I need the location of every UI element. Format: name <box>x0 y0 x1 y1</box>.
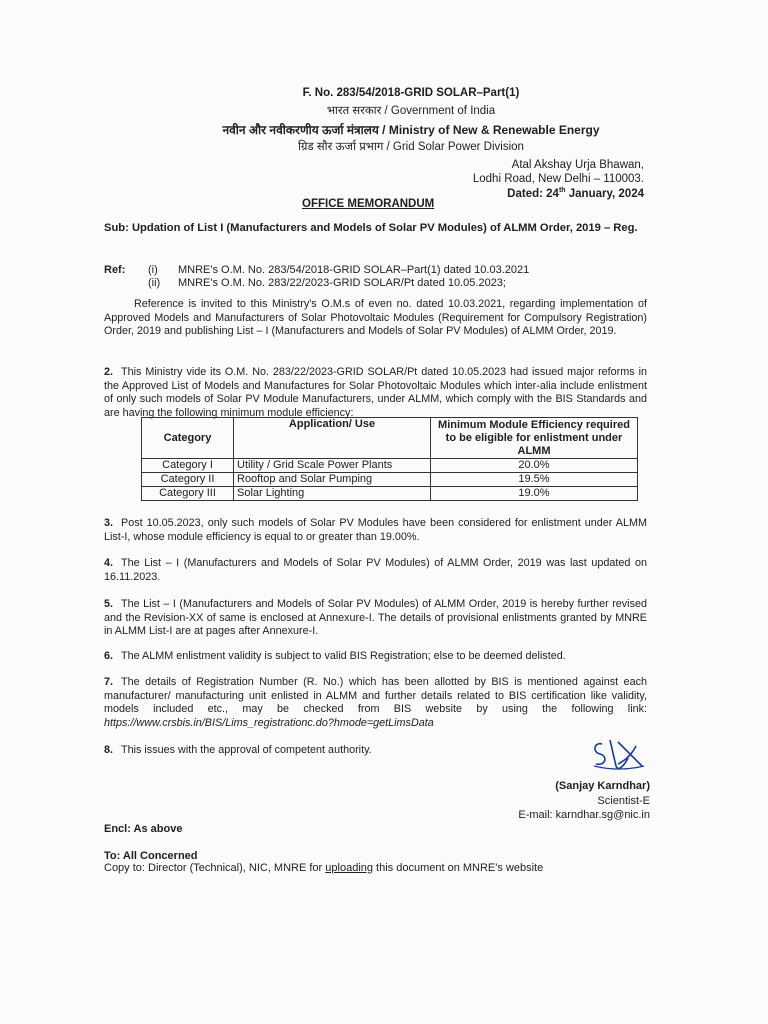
reference-label: Ref: <box>104 264 126 276</box>
intro-paragraph: Reference is invited to this Ministry's O.M.s of even no. dated 10.03.2021, regarding implementation of Approved Models and Manufacturers of Solar Photovoltaic Modules (Requirement for Compulsory Registration) Order, 2019 and publishing List – I (Manufacturers and Models of Solar PV Modules) of ALMM Order, 2019. <box>104 298 647 337</box>
paragraph-number: 7. <box>104 676 114 688</box>
cell-efficiency: 19.0% <box>431 487 638 501</box>
date-line <box>507 184 644 201</box>
paragraph-5 <box>104 598 647 639</box>
signatory-email: E-mail: karndhar.sg@nic.in <box>518 809 650 821</box>
paragraph-text: This Ministry vide its O.M. No. 283/22/2023-GRID SOLAR/Pt dated 10.05.2023 had issued major reforms in the Approved List of Models and Manufactures for Solar Photovoltaic Modules which inter-alia include enlistment of only such models of Solar PV Module Manufacturers, under ALMM, which comply with the BIS Standards and are having the following minimum module efficiency: <box>104 366 647 419</box>
reference-text: MNRE's O.M. No. 283/54/2018-GRID SOLAR–Part(1) dated 10.03.2021 <box>178 264 530 276</box>
date-superscript: th <box>558 187 566 194</box>
paragraph-number: 8. <box>104 744 114 756</box>
division-line: ग्रिड सौर ऊर्जा प्रभाग / Grid Solar Power Division <box>298 141 524 153</box>
paragraph-text: The ALMM enlistment validity is subject to valid BIS Registration; else to be deemed delisted. <box>121 650 566 662</box>
paragraph-text: The details of Registration Number (R. No.) which has been allotted by BIS is mentioned against each manufacturer/ manufacturing unit enlisted in ALMM and further details related to BIS certification like validity, models included etc., may be checked from BIS website by using the following link: <box>104 676 647 715</box>
header-category: Category <box>142 418 234 459</box>
paragraph-8 <box>104 744 647 758</box>
table-row <box>142 459 638 473</box>
bis-website-link[interactable]: https://www.crsbis.in/BIS/Lims_registrationc.do?hmode=getLimsData <box>104 716 434 729</box>
reference-item <box>148 264 529 276</box>
copy-to-line <box>104 862 543 874</box>
paragraph-text: The List – I (Manufacturers and Models of Solar PV Modules) of ALMM Order, 2019 is hereby further revised and the Revision-XX of same is enclosed at Annexure-I. The details of provisional enlistments granted by MNRE in ALMM List-I are at pages after Annexure-I. <box>104 598 647 637</box>
reference-number: (i) <box>148 264 158 276</box>
cell-efficiency: 20.0% <box>431 459 638 473</box>
paragraph-number: 3. <box>104 517 114 529</box>
reference-item <box>148 277 506 289</box>
paragraph-number: 2. <box>104 366 114 378</box>
table-row <box>142 473 638 487</box>
paragraph-6 <box>104 650 647 664</box>
header-application: Application/ Use <box>234 418 431 459</box>
address-line-1: Atal Akshay Urja Bhawan, <box>511 159 644 171</box>
copy-suffix: this document on MNRE's website <box>373 862 544 874</box>
cell-category: Category II <box>142 473 234 487</box>
address-line-2: Lodhi Road, New Delhi – 110003. <box>472 173 644 185</box>
signatory-name: (Sanjay Karndhar) <box>555 780 650 792</box>
efficiency-table <box>141 417 638 501</box>
table-header-row <box>142 418 638 459</box>
date-prefix: Dated: 24 <box>507 187 559 200</box>
header-efficiency: Minimum Module Efficiency required to be eligible for enlistment under ALMM <box>431 418 638 459</box>
ministry-line: नवीन और नवीकरणीय ऊर्जा मंत्रालय / Ministry of New & Renewable Energy <box>222 123 600 137</box>
copy-prefix: Copy to: Director (Technical), NIC, MNRE for <box>104 862 326 874</box>
addressee-line: To: All Concerned <box>104 850 198 862</box>
reference-text: MNRE's O.M. No. 283/22/2023-GRID SOLAR/Pt dated 10.05.2023; <box>178 277 506 289</box>
signature-image <box>588 736 648 776</box>
signatory-designation: Scientist-E <box>597 795 650 807</box>
paragraph-number: 6. <box>104 650 114 662</box>
copy-underlined: uploading <box>325 862 373 874</box>
cell-application: Rooftop and Solar Pumping <box>234 473 431 487</box>
paragraph-number: 4. <box>104 557 114 569</box>
reference-number: (ii) <box>148 277 161 289</box>
cell-category: Category III <box>142 487 234 501</box>
file-number: F. No. 283/54/2018-GRID SOLAR–Part(1) <box>302 87 520 99</box>
cell-category: Category I <box>142 459 234 473</box>
cell-application: Utility / Grid Scale Power Plants <box>234 459 431 473</box>
paragraph-3 <box>104 517 647 544</box>
paragraph-2 <box>104 366 647 420</box>
paragraph-text: The List – I (Manufacturers and Models of Solar PV Modules) of ALMM Order, 2019 was last updated on 16.11.2023. <box>104 557 647 583</box>
paragraph-4 <box>104 557 647 584</box>
government-line: भारत सरकार / Government of India <box>326 105 496 117</box>
paragraph-7 <box>104 676 647 730</box>
paragraph-text: Post 10.05.2023, only such models of Solar PV Modules have been considered for enlistment under ALMM List-I, whose module efficiency is equal to or greater than 19.00%. <box>104 517 647 543</box>
subject-line: Sub: Updation of List I (Manufacturers and Models of Solar PV Modules) of ALMM Order, 2019 – Reg. <box>104 222 638 234</box>
date-suffix: January, 2024 <box>565 187 644 200</box>
cell-application: Solar Lighting <box>234 487 431 501</box>
memo-title: OFFICE MEMORANDUM <box>302 198 435 210</box>
enclosure-line: Encl: As above <box>104 823 183 835</box>
table-row <box>142 487 638 501</box>
paragraph-number: 5. <box>104 598 114 610</box>
cell-efficiency: 19.5% <box>431 473 638 487</box>
paragraph-text: This issues with the approval of competent authority. <box>121 744 372 756</box>
